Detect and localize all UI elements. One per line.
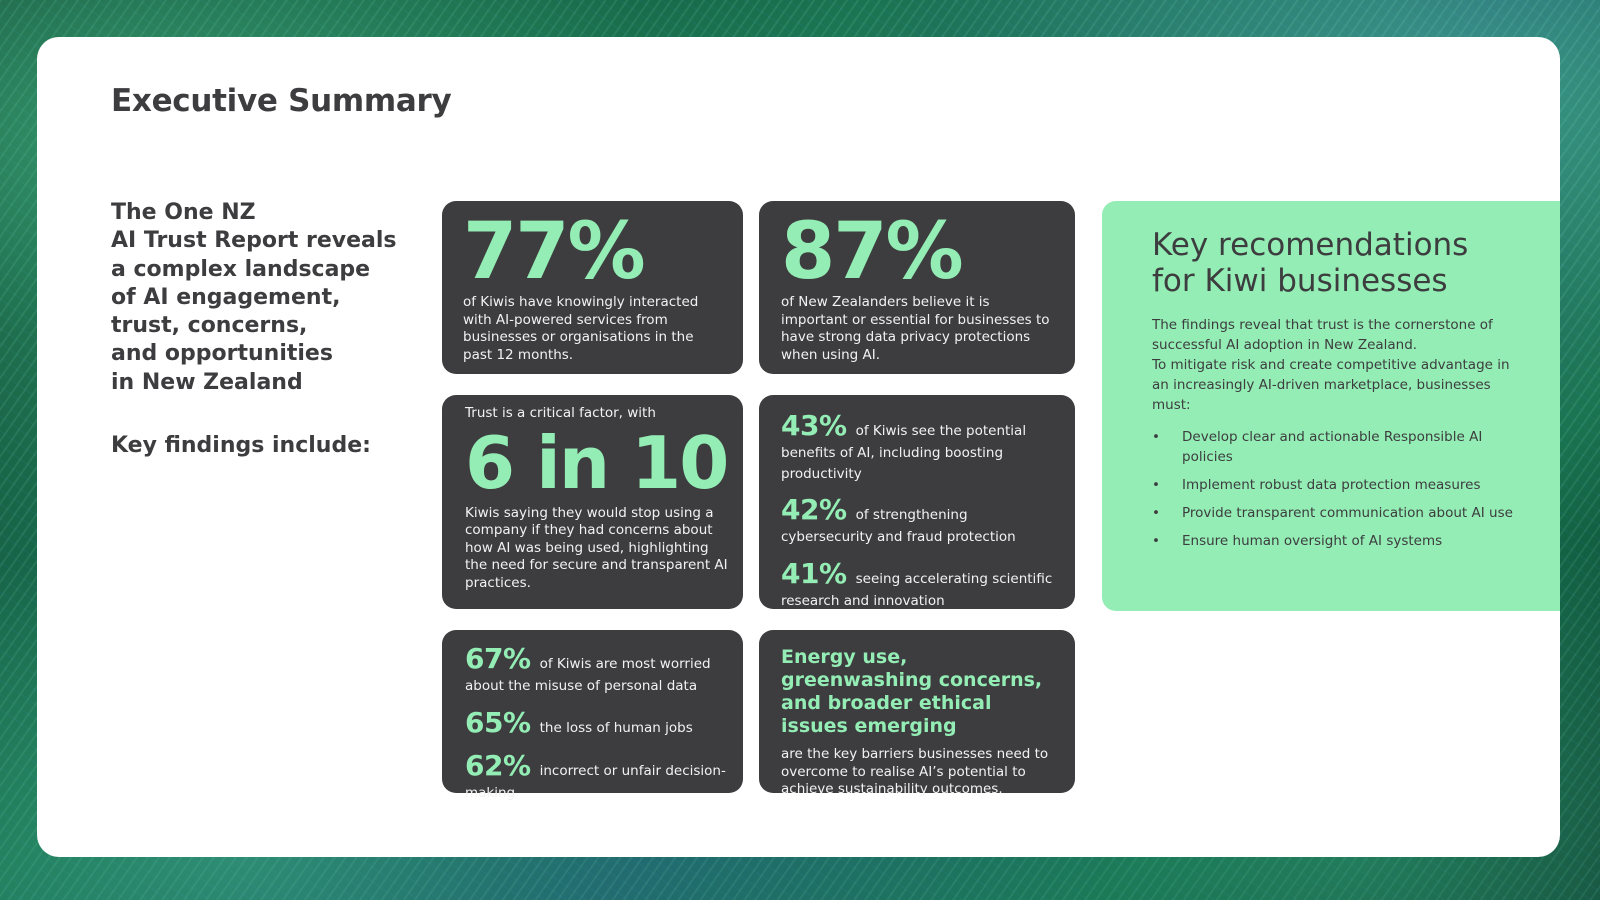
stat-description: of Kiwis have knowingly interacted with AI-powered services from businesses or organisations in the past 12 months. [463, 294, 699, 363]
benefit-text: of strengthening cybersecurity and fraud protection [781, 507, 1016, 545]
benefit-row [781, 409, 1057, 483]
list-item [1152, 531, 1530, 551]
stat-value: 77% [463, 207, 644, 297]
worry-text: of Kiwis are most worried about the misuse of personal data [465, 656, 711, 694]
worry-row [465, 642, 729, 696]
barriers-text: are the key barriers businesses need to overcome to realise AI’s potential to achieve sustainability outcomes. [781, 746, 1049, 797]
stat-card-worries [442, 630, 743, 801]
summary-card [37, 37, 1560, 857]
bullet-icon: • [1152, 505, 1160, 521]
list-item [1152, 427, 1530, 467]
bullet-icon: • [1152, 533, 1160, 549]
intro-text: The One NZ AI Trust Report reveals a complex landscape of AI engagement, trust, concerns, and opportunities in New Zealand [111, 200, 397, 395]
stat-description: of New Zealanders believe it is important or essential for businesses to have strong data privacy protections when using AI. [781, 294, 1050, 363]
recommendations-panel [1102, 201, 1560, 611]
benefit-row [781, 557, 1057, 611]
recommendations-list [1152, 427, 1530, 551]
list-item-text: Implement robust data protection measures [1182, 477, 1481, 493]
worry-value: 65% [465, 705, 531, 739]
worry-value: 62% [465, 748, 531, 782]
worry-row [465, 749, 729, 803]
recommendations-title: Key recomendations for Kiwi businesses [1152, 227, 1469, 299]
list-item [1152, 503, 1530, 523]
benefit-value: 41% [781, 556, 847, 590]
stat-card-benefits [759, 395, 1075, 609]
stat-value: 6 in 10 [465, 420, 728, 505]
worry-value: 67% [465, 642, 531, 675]
benefit-value: 43% [781, 409, 847, 442]
stat-card-87 [759, 201, 1075, 374]
recommendations-body: The findings reveal that trust is the cornerstone of successful AI adoption in New Zealand. To mitigate risk and create competitive advantage in an increasingly AI-driven marketplace, businesses must: [1152, 317, 1510, 413]
benefit-text: of Kiwis see the potential benefits of AI, including boosting productivity [781, 423, 1027, 482]
page-title: Executive Summary [111, 83, 452, 119]
key-findings-label: Key findings include: [111, 433, 371, 458]
stat-value: 87% [781, 207, 962, 297]
list-item-text: Develop clear and actionable Responsible AI policies [1182, 429, 1483, 465]
bullet-icon: • [1152, 477, 1160, 493]
stat-card-77 [442, 201, 743, 374]
stat-lead: Trust is a critical factor, with [465, 405, 656, 421]
worry-text: incorrect or unfair decision-making [465, 762, 726, 801]
benefit-row [781, 493, 1057, 547]
benefit-value: 42% [781, 493, 847, 526]
worry-row [465, 706, 729, 739]
list-item [1152, 475, 1530, 495]
benefit-text: seeing accelerating scientific research and innovation [781, 570, 1053, 609]
stat-card-trust [442, 395, 743, 609]
barriers-title: Energy use, greenwashing concerns, and broader ethical issues emerging [781, 646, 1043, 737]
list-item-text: Ensure human oversight of AI systems [1182, 533, 1443, 549]
stat-card-barriers [759, 630, 1075, 797]
stat-description: Kiwis saying they would stop using a company if they had concerns about how AI was being used, highlighting the need for secure and transparent AI practices. [465, 504, 728, 591]
bullet-icon: • [1152, 429, 1160, 445]
worry-text: the loss of human jobs [539, 719, 693, 736]
list-item-text: Provide transparent communication about AI use [1182, 505, 1513, 521]
